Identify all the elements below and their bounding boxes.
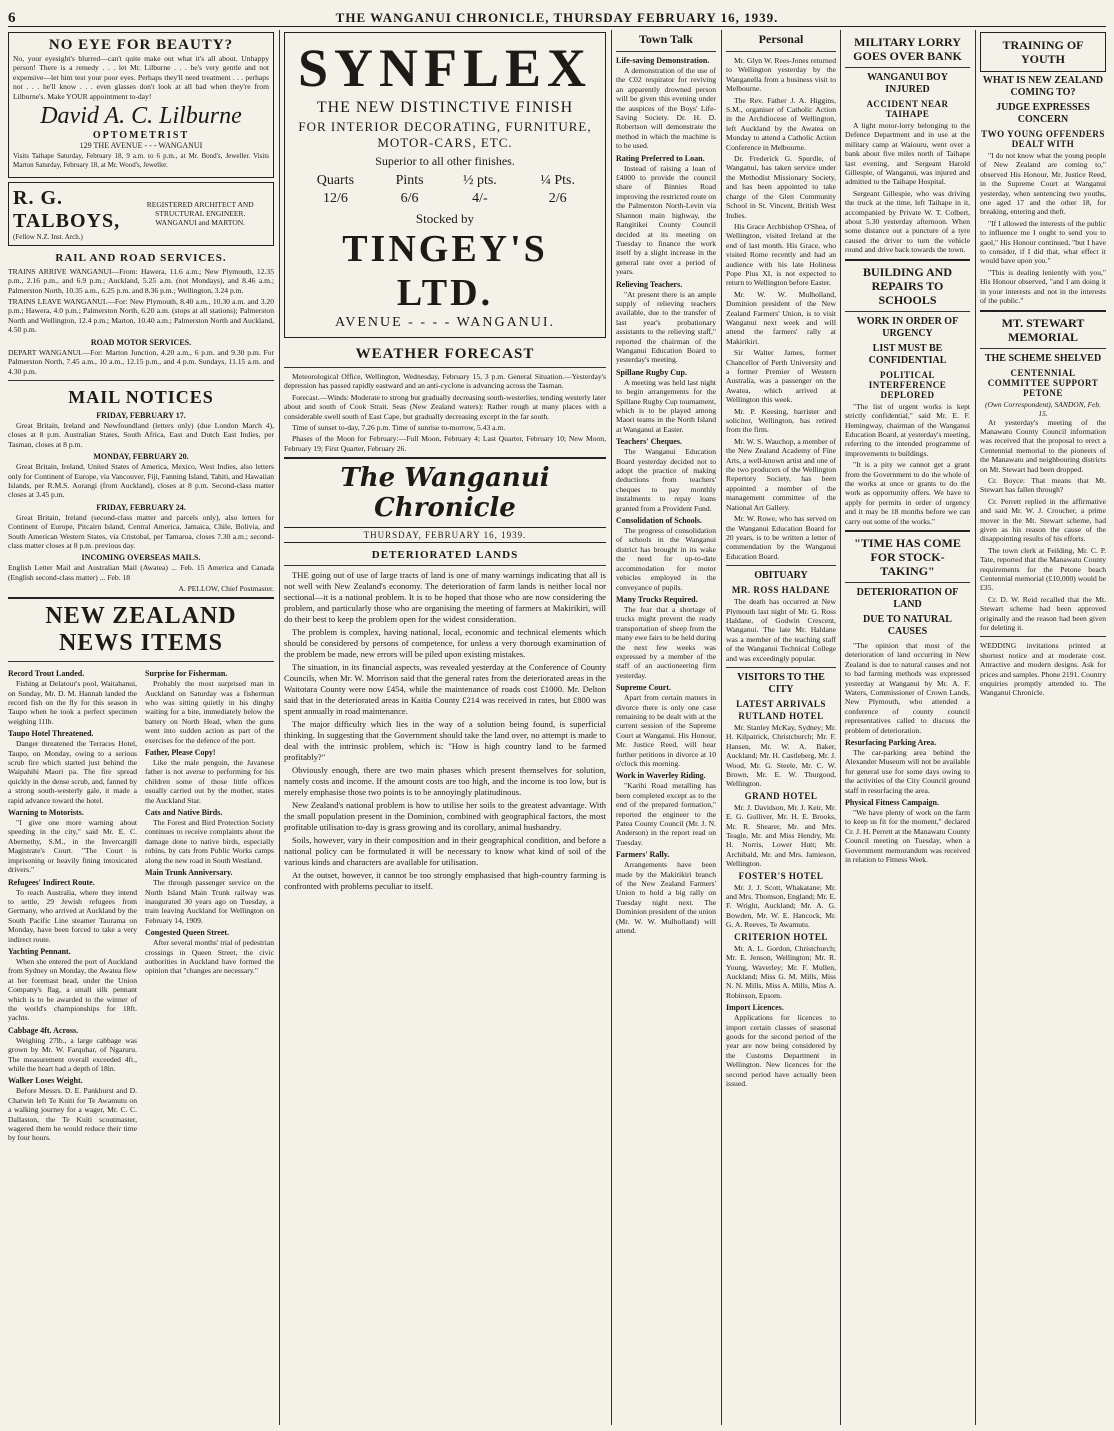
schools-headline: BUILDING AND REPAIRS TO SCHOOLS [862, 264, 952, 307]
news-text: Danger threatened the Terraces Hotel, Taupo, on Monday, owing to a serious scrub fire which started just behind the Waipahihi Maori pa. The fire spread quickly in the dense scrub, and, fanned by a strong south-westerly gale, it made a rapid advance toward the hotel. [8, 739, 137, 805]
news-head: Walker Loses Weight. [8, 1076, 83, 1086]
news-text: Weighing 27lb., a large cabbage was grown by Mr. W. Farquhar, of Ngaruru. The measurement overall exceeded 4ft., while the heart had a depth of 18in. [8, 1035, 137, 1073]
item-text: A demonstration of the use of the C02 respirator for reviving an apparently drowned person will be given this evening under the auspices of the Boys' Life-Saving Society. Dr. H. D. Robertson will demonstrate the method in which the machine is to be used. [616, 66, 716, 151]
seller-place: AVENUE - - - - WANGANUI. [334, 315, 556, 330]
price: 4/- [472, 191, 488, 206]
memorial-para: At yesterday's meeting of the Manawatu County Council information was received that the proposal to erect a Centennial memorial to the pioneers of the Manawatu and neighbouring districts on Mt. Stewart had been dropped. [980, 417, 1106, 474]
hotel-name: RUTLAND HOTEL [738, 710, 824, 721]
address: 129 THE AVENUE - - - WANGANUI [79, 141, 203, 151]
column-5 [845, 32, 970, 1422]
item-text: The fear that a shortage of trucks might prevent the ready transportation of sheep from the many ewe fairs to be held during the next few weeks was expressed by a member of the staff of an auctioneering firm yesterday. [616, 604, 716, 680]
training-para: "I do not know what the young people of New Zealand are coming to," observed His Honour, Mr. Justice Reed, in the Supreme Court at Wanganui yesterday, when sentencing two youths, one aged 17 and the other 18, for breaking, entering and theft. [980, 151, 1106, 217]
fitness-head: Physical Fitness Campaign. [845, 798, 940, 808]
news-text: The Forest and Bird Protection Society continues to receive complaints about the damage done to native birds, especially robins, by cats from Public Works camps along the new road in South Westland. [145, 818, 274, 865]
column-rule [611, 30, 612, 1425]
leader-paragraph: The major difficulty which lies in the way of a solution being found, is superficial thinking. In suggesting that the Government should take the land over, no attempt is made to deal with the intrinsic problem, which is: "How is high country land to be farmed profitably?" [284, 719, 606, 763]
fitness-para: "We have plenty of work on the farm to keep us fit for the moment," declared Cr. J. H. Perrett at the Manawatu County Council meeting on Tuesday, when a Government memorandum was received in relation to Fitness Week. [845, 808, 970, 865]
weather-text: Phases of the Moon for February:—Full Moon, February 4; Last Quarter, February 10; New Moon, February 19; First Quarter, February 26. [284, 434, 606, 453]
visitors-title: VISITORS TO THE CITY [737, 671, 825, 695]
postmaster: A. PELLOW, Chief Postmaster. [178, 584, 274, 594]
memorial-para: The town clerk at Feilding, Mr. C. P. Tate, reported that the Manawatu County requirements for the Petone beach Centennial memorial (£10,000) would be £35. [980, 545, 1106, 593]
road-services: DEPART WANGANUI.—For: Marton Junction, 4.20 a.m., 6 p.m. and 9.30 p.m. For Palmerston North, 7.45 a.m., 10 a.m., 12.15 p.m., and 4 p.m. Sundays, 11.15 a.m. and 4.30 p.m. [8, 347, 274, 376]
mail-friday-text: Great Britain, Ireland and Newfoundland (letters only) (due London March 4), closes at 8 p.m. Australian States, South Africa, East and Dutch East Indies, per Tasman, closes at 8 p.m. [8, 420, 274, 449]
news-head: Taupo Hotel Threatened. [8, 729, 94, 739]
import-text: Applications for licences to import certain classes of seasonal goods for the second period of the year are now being considered by the Customs Department in Wellington. New licences for the second period have actually been issued. [726, 1013, 836, 1088]
column-1 [8, 32, 274, 1422]
masthead: The Wanganui Chronicle [340, 463, 550, 524]
weather-text: Time of sunset to-day, 7.26 p.m. Time of sunrise to-morrow, 5.43 a.m. [292, 423, 506, 433]
news-head: Cabbage 4ft. Across. [8, 1025, 79, 1035]
leader-paragraph: Obviously enough, there are two main phases which present themselves for solution, namely costs and income. If the amount costs are too high, and the income is too low, but is merely emphasise those two points is to be annoyingly platitudinous. [284, 765, 606, 798]
size-label: ½ pts. [462, 173, 497, 188]
rail-arrive: TRAINS ARRIVE WANGANUI—From: Hawera, 11.6 a.m.; New Plymouth, 12.35 p.m., 2.16 p.m., and 6.9 p.m.; Auckland, 5.25 a.m. (not Mondays), and 8.46 a.m.; Palmerston North, 10.35 a.m., 6.25 p.m. and 8.36 p.m.; Wellington, 3.24 p.m. [8, 266, 274, 295]
item-text: A meeting was held last night to begin arrangements for the Spillane Rugby Cup tournament, which is to be played among Maori teams in the North Island at Wanganui at Easter. [616, 377, 716, 434]
incoming-title: INCOMING OVERSEAS MAILS. [81, 553, 201, 563]
item-head: Supreme Court. [616, 683, 671, 693]
ad-body: No, your eyesight's blurred—can't quite make out what it's all about. Unhappy person! There is a remedy . . . let Mr. Lilburne . . . he's very gentle and not expensive—let him test your poor eyes. Perhaps they'll need treatment . . . perhaps not . . . he'll know . . . even glasses don't look at all bad when they're from Lilburne's. Make YOUR appointment to-day! [13, 54, 269, 101]
news-head: Cats and Native Birds. [145, 808, 223, 818]
synflex-uses: FOR INTERIOR DECORATING, FURNITURE, MOTOR-CARS, ETC. [298, 119, 592, 150]
parking-head: Resurfacing Parking Area. [845, 738, 937, 748]
item-head: Relieving Teachers. [616, 279, 683, 289]
lilburne-advertisement [8, 32, 274, 178]
training-para: "This is dealing leniently with you," His Honour observed, "and I am doing it in your interests and not in the interests of the public." [980, 267, 1106, 306]
column-2 [284, 32, 606, 1422]
item-head: Consolidation of Schools. [616, 516, 703, 526]
item-text: The Wanganui Education Board yesterday decided not to adopt the practice of making deductions from teachers' cheques to pay monthly instalments to repay loans granted from a Provident Fund. [616, 447, 716, 513]
architect-places: WANGANUI and MARTON. [155, 218, 246, 228]
news-text: "I give one more warning about speeding in the city," said Mr. E. C. Abernethy, S.M., in the Invercargill Magistrate's Court. "The Court is imprisoning or heavily fining intoxicated drivers." [8, 818, 137, 875]
incoming-mails: English Letter Mail and Australian Mail (Awatea) ... Feb. 15 America and Canada (English second-class matter) ... Feb. 18 [8, 563, 274, 582]
personal-para: Mr. W. Rowe, who has served on the Wanganui Education Board for 20 years, is to be written a letter of commendation by the Wanganui Education Board. [726, 514, 836, 561]
talboys-advertisement [8, 182, 274, 246]
news-text: Before Messrs. D. E. Pankhurst and D. Chatwin left Te Kuiti for Te Awamutu on a walking journey for a wager, Mr. C. C. Dallaston, the Te Kuiti scoutmaster, wagered them he would reduce their time by four hours. [8, 1086, 137, 1143]
item-head: Work in Waverley Riding. [616, 771, 706, 781]
hotel-name: FOSTER'S HOTEL [738, 870, 824, 881]
news-text: Probably the most surprised man in Auckland on Saturday was a fisherman who was sitting quietly in his dinghy waiting for a bite, immediately below the battery on North Head, when the guns went into sudden action as part of the exercises for the defence of the port. [145, 679, 274, 745]
memorial-para: Cr. Perrett replied in the affirmative and said Mr. W. J. Croucher, a prime mover in the Mt. Stewart scheme, had given as his reason the cause of the disappointing results of his efforts. [980, 496, 1106, 544]
stocktaking-deck: DETERIORATION OF LAND [856, 586, 959, 610]
architect-name: R. G. TALBOYS, [13, 186, 121, 232]
lorry-subdeck: ACCIDENT NEAR TAIHAPE [866, 99, 949, 119]
obituary-head: MR. ROSS HALDANE [731, 585, 831, 596]
mail-monday: MONDAY, FEBRUARY 20. [93, 452, 189, 462]
wedding-notice: WEDDING invitations printed at shortest notice and at moderate cost. Attractive and modern designs. Ask for prices and samples. Phone 2191. Country enquiries promptly attended to. The Wanganui Chronicle. [980, 641, 1106, 698]
parking-para: The car-parking area behind the Alexander Museum will not be available for general use for some days owing to the activities of the City Council ground staff in resurfacing the area. [845, 748, 970, 795]
column-personal [726, 32, 836, 1422]
personal-para: Mr. Glyn W. Rees-Jones returned to Wellington yesterday by the Wanganella from a business visit to Melbourne. [726, 56, 836, 94]
size-label: ¼ Pts. [540, 173, 575, 188]
personal-para: His Grace Archbishop O'Shea, of Wellington, visited Ireland at the end of last month. His Grace, who visited Rome recently and had an audience with his late Holiness Pope Pius XI, is not expected to return to Wellington before Easter. [726, 221, 836, 288]
item-head: Life-saving Demonstration. [616, 56, 710, 65]
news-head: Main Trunk Anniversary. [145, 868, 233, 878]
obituary-text: The death has occurred at New Plymouth last night of Mr. G. Ross Haldane, of Godwin Crescent, Wanganui. The late Mr. Haldane was a member of the teaching staff of the Wanganui Technical College and was exceedingly popular. [726, 597, 836, 663]
road-title: ROAD MOTOR SERVICES. [90, 337, 192, 347]
memorial-deck: THE SCHEME SHELVED [984, 352, 1102, 364]
training-para: "If I allowed the interests of the public to influence me I ought to send you to gaol," His Honour continued, "but I have to consider, if I did that, what effect it would have upon you." [980, 218, 1106, 266]
schools-subdeck: POLITICAL INTERFERENCE DEPLORED [868, 369, 947, 400]
item-text: "Karihi Road metalling has been completed except as to the end of the prepared formation," reported the engineer to the Patea County Council (Mr. J. N. Anderson) in the report read on Tuesday. [616, 781, 716, 847]
personal-para: The Rev. Father J. A. Higgins, S.M., organiser of Catholic Action in the Archdiocese of Wellington, left Auckland by the Awatea on Monday to attend a Catholic Action Conference in Melbourne. [726, 95, 836, 152]
memorial-para: Cr. Boyce: That means that Mt. Stewart has fallen through? [980, 475, 1106, 495]
profession: OPTOMETRIST [92, 130, 190, 142]
price: 12/6 [322, 191, 348, 206]
mail-friday: FRIDAY, FEBRUARY 17. [96, 410, 186, 420]
mail-monday-text: Great Britain, Ireland, United States of America, Mexico, West Indies, also letters only for Continent of Europe, via Vancouver, Fiji, Fanning Island, Tahiti, and Hawaiian Islands, per R.M.S. Aorangi (from Auckland), closes at 8 p.m. Second-class matter closes at 3.45 p.m. [8, 462, 274, 500]
leader-paragraph: Soils, however, vary in their composition and in their geographical condition, and before a national policy can be formulated it will be necessary to know what kind of soil of the various kinds and characters are available for utilisation. [284, 835, 606, 868]
synflex-brand: SYNFLEX [297, 38, 593, 98]
news-head: Yachting Pennant. [8, 946, 71, 956]
news-head: Father, Please Copy! [145, 748, 216, 758]
item-head: Teachers' Cheques. [616, 437, 682, 447]
architect-role: REGISTERED ARCHITECT AND STRUCTURAL ENGINEER. [146, 200, 254, 219]
news-text: Fishing at Delatour's pool, Waitahanui, on Sunday, Mr. D. M. Hannah landed the record fish on the fly for this season in Taupo when he took a perfect specimen weighing 11lb. [8, 679, 137, 726]
town-talk-title: Town Talk [639, 32, 693, 46]
item-head: Farmers' Rally. [616, 850, 670, 860]
column-6 [980, 32, 1106, 1422]
weather-text: Meteorological Office, Wellington, Wednesday, February 15, 3 p.m. General Situation.—Yesterday's depression has passed rapidly eastward and an anti-cyclone is advancing across the Tasman. [284, 372, 606, 391]
visit-schedule: Visits Taihape Saturday, February 18, 9 a.m. to 6 p.m., at Mr. Bond's, Jeweller. Visits Marton Saturday, February 18, at Mr. Wood's, Jeweller. [13, 152, 269, 170]
rail-title: RAIL AND ROAD SERVICES. [55, 251, 227, 264]
nz-news-left [8, 666, 137, 1145]
news-text: Like the male penguin, the Javanese father is not averse to performing for his children some of those little offices usually carried out by the mother, states the Auckland Star. [145, 758, 274, 805]
dateline: THURSDAY, FEBRUARY 16, 1939. [284, 527, 606, 543]
training-deck: JUDGE EXPRESSES CONCERN [996, 102, 1090, 125]
leader-paragraph: New Zealand's national problem is how to utilise her soils to the greatest advantage. With the small population present in the Dominion, combined with geographical factors, the most profitable utilisation to-day is grass growing and its corollary, animal husbandry. [284, 800, 606, 833]
memorial-para: Cr. D. W. Reid recalled that the Mt. Stewart scheme had been approved originally and the reason had been given for deleting it. [980, 594, 1106, 633]
seller-name: TINGEY'S LTD. [342, 228, 548, 314]
training-subdeck: TWO YOUNG OFFENDERS DEALT WITH [981, 129, 1105, 149]
training-headline-box [980, 32, 1106, 72]
memorial-dateline: (Own Correspondent), SANDON, Feb. 15. [985, 399, 1101, 418]
hotel-guests: Mr. A. L. Gordon, Christchurch; Mr. E. Jenson, Wellington; Mr. R. Young, Waverley; Mr. F. Mullen, Auckland; Miss G. M. Mills, Miss N. N. Mills, Miss A. Mills, Miss A. Robinson, Epsom. [726, 943, 836, 1000]
personal-para: Mr. W. W. Mulholland, Dominion president of the New Zealand Farmers' Union, is to visit Wanganui next week and will attend the farmers' rally at Makirikiri. [726, 289, 836, 346]
memorial-headline: MT. STEWART MEMORIAL [1001, 315, 1085, 344]
import-head: Import Licences. [726, 1003, 784, 1013]
latest-arrivals: LATEST ARRIVALS [736, 698, 826, 709]
ad-headline: NO EYE FOR BEAUTY? [48, 37, 234, 53]
size-label: Quarts [316, 173, 355, 188]
page-number: 6 [8, 10, 16, 26]
size-label: Pints [395, 173, 424, 188]
newspaper-title: THE WANGANUI CHRONICLE, THURSDAY FEBRUARY 16, 1939. [335, 10, 779, 25]
stocked-by: Stocked by [415, 211, 475, 226]
item-text: The progress of consolidation of schools in the Wanganui district has brought in its wake the need for up-to-date accommodation for motor vehicles employed in the conveyance of pupils. [616, 526, 716, 592]
lorry-para: Sergeant Gillespie, who was driving the truck at the time, left Taihape in it, accompanied by Private W. T. Colbert, about 5.30 yesterday afternoon. When some distance out a puncture of a tyre caused the driver to turn the vehicle round and drive back towards the town. [845, 188, 970, 255]
item-text: Apart from certain matters in divorce there is only one case remaining to be dealt with at the current session of the Supreme Court at Wanganui. His Honour, Mr. Justice Reed, will hear further petitions in divorce at 10 o'clock this morning. [616, 693, 716, 768]
stocktaking-para: "The opinion that most of the deterioration of land occurring in New Zealand is due to natural causes and not to bad farming methods was expressed yesterday at Wanganui by Mr. A. F. Waters, Commissioner of Crown Lands, New Plymouth, who attended a conference of county council representatives called to discuss the problem of deterioration. [845, 640, 970, 735]
synflex-advertisement [284, 32, 606, 338]
price-table [293, 172, 597, 208]
schools-deck: LIST MUST BE CONFIDENTIAL [868, 342, 947, 366]
schools-deck: WORK IN ORDER OF URGENCY [856, 315, 959, 339]
nz-news-title: NEW ZEALAND NEWS ITEMS [45, 603, 237, 657]
lorry-headline: MILITARY LORRY GOES OVER BANK [853, 35, 962, 63]
news-text: The through passenger service on the North Island Main Trunk railway was inaugurated 30 years ago on Tuesday, a train leaving Auckland for Wellington on February 14, 1909. [145, 878, 274, 925]
lorry-para: A light motor-lorry belonging to the Defence Department and in use at the military camp at Waiouru, went over a bank about five miles north of Taihape last evening, and Sergeant Harold Gillespie, of Wanganui, was injured and admitted to the Taihape Hospital. [845, 121, 970, 187]
hotel-guests: Mr. J. Davidson, Mr. J. Keir, Mr. E. G. Gulliver, Mr. H. E. Brooks, Mr. R. Shearer, Mr. and Mrs. Teagle, Mr. and Miss Hendry, Mr. H. Norris, Lower Hutt; Mr. Archibald, Mr. and Mrs. Jamieson, Wellington. [726, 802, 836, 869]
fellow-note: (Fellow N.Z. Inst. Arch.) [13, 232, 83, 241]
column-rule [279, 30, 280, 1425]
schools-para: "It is a pity we cannot get a grant from the Government to do the whole of the works at once or grants to do the work as opportunity offers. We have to apply for permits in order of urgency and it may be 18 months before we can carry out some of the works." [845, 460, 970, 526]
synflex-tagline: THE NEW DISTINCTIVE FINISH [316, 99, 574, 116]
nz-news-right [145, 666, 274, 1145]
news-head: Congested Queen Street. [145, 928, 230, 938]
personal-para: Mr. W. S. Wauchop, a member of the New Zealand Academy of Fine Arts, a well-known artist and one of the two producers of the Wellington Repertory Society, has been appointed a member of the management committee of the National Art Gallery. [726, 436, 836, 512]
mail-friday24-text: Great Britain, Ireland (second-class matter and parcels only), also letters for Continent of Europe, Pitcairn Island, Central America, Jamaica, Chile, Bolivia, and South American Western States, via Cristobal, per Tamaroa, closes 7.30 a.m.; second-class matter closes at 8 p.m. previous day. [8, 512, 274, 550]
hotel-guests: Mr. J. J. Scott, Whakatane; Mr. and Mrs. Thomson, England; Mr. E. F. Wright, Auckland; Mr. A. G. Bowden, Mr. W. E. Hancock, Mr. G. A. Reeves, Te Awamutu. [726, 882, 836, 930]
rail-leave: TRAINS LEAVE WANGANUI.—For: New Plymouth, 8.40 a.m., 10.30 a.m. and 3.20 p.m.; Hawera, 4.0 p.m.; Palmerston North, 6.20 a.m. (stops at all stations); Palmerston North and Wellington, 12.4 p.m.; Marton, 10.40 a.m.; Palmerston North and Auckland, 4.50 p.m. [8, 297, 274, 335]
price: 6/6 [400, 191, 419, 206]
obituary-title: OBITUARY [754, 570, 808, 582]
synflex-superior: Superior to all other finishes. [375, 154, 515, 168]
optometrist-name: David A. C. Lilburne [40, 103, 242, 130]
mail-title: MAIL NOTICES [68, 386, 214, 407]
page-header [8, 10, 1106, 27]
news-head: Warning to Motorists. [8, 808, 84, 818]
item-head: Many Trucks Required. [616, 594, 698, 604]
mail-friday24: FRIDAY, FEBRUARY 24. [96, 502, 186, 512]
news-head: Refugees' Indirect Route. [8, 877, 95, 887]
column-rule [975, 30, 976, 1425]
item-text: Arrangements have been made by the Makirikiri branch of the New Zealand Farmers' Union to hold a big rally on Tuesday night next. The Dominion president of the union (Mr. W. W. Mulholland) will attend. [616, 860, 716, 936]
personal-title: Personal [758, 32, 804, 46]
news-text: After several months' trial of pedestrian crossings in Queen Street, the civic authorities in Auckland have formed the opinion that "changes are necessary." [145, 938, 274, 976]
weather-title: WEATHER FORECAST [355, 346, 535, 362]
leader-title: DETERIORATED LANDS [371, 549, 519, 562]
leader-paragraph: At the outset, however, it cannot be too strongly emphasised that high-country farming is confronted with problems peculiar to itself. [284, 870, 606, 892]
news-text: To reach Australia, where they intend to settle, 29 Jewish refugees from Germany, who arrived at Auckland by the South Pacific Line steamer Taurama on Monday, have been forced to take a very indirect route. [8, 887, 137, 944]
item-head: Spillane Rugby Cup. [616, 367, 687, 377]
news-head: Surprise for Fisherman. [145, 669, 228, 679]
schools-para: "The list of urgent works is kept strictly confidential," said Mr. E. F. Hemingway, chairman of the Wanganui Education Board, at yesterday's meeting, referring to the intended programme of improvements to buildings. [845, 401, 970, 458]
hotel-name: CRITERION HOTEL [734, 931, 828, 942]
column-rule [721, 30, 722, 1425]
weather-text: Forecast.—Winds: Moderate to strong but gradually decreasing south-westerlies, tending westerly later about and south of Cook Strait. Seas (New Zealand waters): Rather rough at many places with a considerable swell south of East Cape, but gradually decreasing except in the far south. [284, 392, 606, 421]
leader-paragraph: THE going out of use of large tracts of land is one of many warnings indicating that all is not well with New Zealand's economy. The deterioration of farm lands is neither local nor sectional—it is a national problem. It is to be hoped that those who are now considering the problem, and particularly those who are organising the meeting of farmers at Makirikiri, will do their best to keep the problem open for the widest consideration. [284, 570, 606, 625]
personal-para: Dr. Frederick G. Spurdle, of Wanganui, has taken service under the Methodist Missionary Society, and has been appointed to take charge of the Glen Community School in St. Vincent, British West Indies. [726, 154, 836, 220]
leader-paragraph: The problem is complex, having national, local, economic and technical elements which should be considered by persons of competence, for unless a very thorough examination of the problem be made, new errors will be piled upon existing mistakes. [284, 627, 606, 660]
item-text: "At present there is an ample supply of relieving teachers available, due to the transfer of last year's probationary assistants to the relieving staff," reported the chairman of the Wanganui Education Board to yesterday's meeting. [616, 289, 716, 365]
news-text: When she entered the port of Auckland from Sydney on Monday, the Awatea flew at her foremast head, under the Union Company's flag, a small silk pennant which is to be awarded to the winner of the world's championships for 18ft. yachts. [8, 956, 137, 1023]
lorry-deck: WANGANUI BOY INJURED [867, 72, 948, 95]
item-text: Instead of raising a loan of £4000 to provide the council share of Binnies Road improving the restricted route on the Palmerston North-Levin via Shannon main highway, the Rangitikei County Council decided at its meeting on Tuesday to finance the work itself by a slight increase in the general rate over a period of years. [616, 163, 716, 277]
personal-para: Sir Walter James, former Chancellor of Perth University and a former Premier of Western Australia, was a passenger on the Awatea, which arrived at Wellington this week. [726, 348, 836, 405]
memorial-subdeck: CENTENNIAL COMMITTEE SUPPORT PETONE [987, 367, 1099, 398]
personal-para: Mr. P. Keesing, barrister and solicitor, Wellington, has retired from the firm. [726, 406, 836, 435]
leader-paragraph: The situation, in its financial aspects, was revealed yesterday at the Conference of County Councils, when Mr. W. Morrison said that the general rates from the deteriorated areas in the Waitotara County were now £454, while the maintenance of roads cost £1000. Mr. Delton said that in the deteriorated areas in Kaitia County £214 was received in rates, but £800 was spent annually in road maintenance. [284, 662, 606, 717]
column-town-talk [616, 32, 716, 1422]
column-rule [840, 30, 841, 1425]
stocktaking-deck: DUE TO NATURAL CAUSES [863, 613, 952, 637]
news-head: Record Trout Landed. [8, 669, 85, 679]
stocktaking-headline: "TIME HAS COME FOR STOCK-TAKING" [854, 535, 961, 578]
training-headline: TRAINING OF YOUTH [1002, 38, 1084, 66]
price: 2/6 [548, 191, 567, 206]
training-deck: WHAT IS NEW ZEALAND COMING TO? [982, 75, 1104, 98]
item-head: Rating Preferred to Loan. [616, 153, 705, 163]
hotel-name: GRAND HOTEL [744, 790, 818, 801]
hotel-guests: Mr. Stanley McKay, Sydney; Mr. H. Kilpatrick, Christchurch; Mr. F. Hansen, Mr. W. A. Baker, Auckland; Mr. H. Castleberg, Mr. J. Wood, Mr. G. Steele, Mr. C. W. Brown, Mr. E. W. Thurgood, Wellington. [726, 722, 836, 789]
